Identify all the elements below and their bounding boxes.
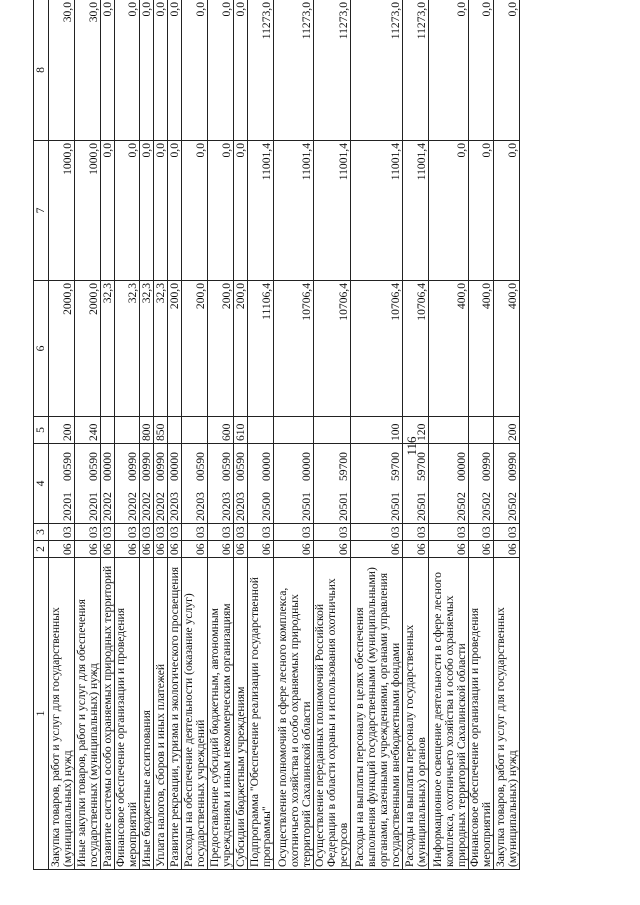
row-target-article-part1: 20201 — [87, 492, 100, 521]
row-amount-col7: 1000,0 — [49, 141, 75, 281]
row-target-article — [101, 444, 115, 524]
row-amount-col8: 11273,0 — [274, 0, 314, 141]
row-subsection-code: 03 — [140, 524, 154, 541]
row-section-code: 06 — [429, 541, 469, 558]
table-row — [351, 0, 403, 870]
row-amount-col7: 11001,4 — [248, 141, 274, 281]
row-expense-type: 120 — [403, 417, 429, 444]
row-description: Осуществление переданных полномочий Российской Федерации в области охраны и использования охотничьих ресурсов — [314, 558, 351, 870]
row-target-article-part2: 00000 — [168, 452, 181, 481]
row-target-article — [314, 444, 351, 524]
row-amount-col6: 11106,4 — [248, 281, 274, 417]
row-description: Иные закупки товаров, работ и услуг для обеспечения государственных (муниципальных) нужд — [75, 558, 101, 870]
row-amount-col6: 200,0 — [182, 281, 208, 417]
row-subsection-code: 03 — [168, 524, 182, 541]
page-number: 116 — [404, 436, 419, 456]
row-amount-col8: 11273,0 — [403, 0, 429, 141]
row-subsection-code: 03 — [351, 524, 403, 541]
row-amount-col7: 11001,4 — [314, 141, 351, 281]
row-amount-col8: 0,0 — [182, 0, 208, 141]
row-expense-type: 200 — [494, 417, 520, 444]
row-amount-col6: 200,0 — [168, 281, 182, 417]
row-subsection-code: 03 — [274, 524, 314, 541]
row-amount-col8: 11273,0 — [248, 0, 274, 141]
row-target-article-part1: 20203 — [234, 492, 247, 521]
row-target-article — [208, 444, 234, 524]
row-target-article — [115, 444, 140, 524]
row-subsection-code: 03 — [469, 524, 494, 541]
row-amount-col8: 0,0 — [140, 0, 154, 141]
row-description: Финансовое обеспечение организации и проведения мероприятий — [469, 558, 494, 870]
row-description: Подпрограмма "Обеспечение реализации государственной программы" — [248, 558, 274, 870]
table-row — [182, 0, 208, 870]
table-row — [494, 0, 520, 870]
row-section-code: 06 — [469, 541, 494, 558]
row-amount-col8: 0,0 — [168, 0, 182, 141]
row-amount-col6: 400,0 — [494, 281, 520, 417]
table-row — [75, 0, 101, 870]
row-description: Уплата налогов, сборов и иных платежей — [154, 558, 168, 870]
row-expense-type — [429, 417, 469, 444]
row-subsection-code: 03 — [429, 524, 469, 541]
row-target-article-part2: 00590 — [87, 452, 100, 481]
row-target-article — [248, 444, 274, 524]
row-target-article-part2: 00000 — [455, 452, 468, 481]
row-amount-col6: 2000,0 — [75, 281, 101, 417]
row-section-code: 06 — [49, 541, 75, 558]
row-amount-col8: 0,0 — [234, 0, 248, 141]
row-amount-col8: 0,0 — [101, 0, 115, 141]
row-amount-col7: 0,0 — [234, 141, 248, 281]
row-amount-col6: 10706,4 — [351, 281, 403, 417]
table-row — [208, 0, 234, 870]
row-description: Финансовое обеспечение организации и проведения мероприятий — [115, 558, 140, 870]
table-row — [234, 0, 248, 870]
row-target-article-part1: 20202 — [126, 492, 139, 521]
row-expense-type — [274, 417, 314, 444]
row-target-article — [429, 444, 469, 524]
row-amount-col7: 11001,4 — [403, 141, 429, 281]
row-target-article-part2: 00990 — [154, 452, 167, 481]
row-amount-col7: 0,0 — [182, 141, 208, 281]
row-expense-type — [168, 417, 182, 444]
row-target-article-part2: 00590 — [61, 452, 74, 481]
row-section-code: 06 — [248, 541, 274, 558]
row-target-article-part1: 20501 — [337, 492, 350, 521]
row-expense-type: 610 — [234, 417, 248, 444]
row-expense-type — [182, 417, 208, 444]
col-header-4: 4 — [34, 444, 49, 524]
row-amount-col7: 0,0 — [140, 141, 154, 281]
col-header-1: 1 — [34, 558, 49, 870]
row-expense-type: 100 — [351, 417, 403, 444]
row-target-article-part2: 00990 — [126, 452, 139, 481]
row-description: Информационное освещение деятельности в сфере лесного комплекса, охотничьего хозяйства и особо охраняемых природных территорий Сахалинской области — [429, 558, 469, 870]
table-body — [49, 0, 520, 870]
row-amount-col6: 10706,4 — [403, 281, 429, 417]
row-target-article — [494, 444, 520, 524]
row-amount-col8: 11273,0 — [314, 0, 351, 141]
row-amount-col7: 0,0 — [494, 141, 520, 281]
row-section-code: 06 — [140, 541, 154, 558]
row-target-article — [182, 444, 208, 524]
row-target-article-part1: 20202 — [101, 492, 114, 521]
row-description: Развитие системы особо охраняемых природных территорий — [101, 558, 115, 870]
row-amount-col8: 0,0 — [429, 0, 469, 141]
row-expense-type — [314, 417, 351, 444]
row-section-code: 06 — [234, 541, 248, 558]
row-target-article-part2: 00000 — [300, 452, 313, 481]
table-row — [101, 0, 115, 870]
row-subsection-code: 03 — [115, 524, 140, 541]
row-amount-col6: 10706,4 — [274, 281, 314, 417]
row-expense-type — [469, 417, 494, 444]
row-target-article-part1: 20202 — [154, 492, 167, 521]
row-target-article-part1: 20203 — [220, 492, 233, 521]
table-row — [429, 0, 469, 870]
row-subsection-code: 03 — [182, 524, 208, 541]
row-amount-col6: 32,3 — [115, 281, 140, 417]
row-description: Расходы на обеспечение деятельности (оказание услуг) государственных учреждений — [182, 558, 208, 870]
row-target-article-part2: 00990 — [480, 452, 493, 481]
col-header-7: 7 — [34, 141, 49, 281]
table-row — [248, 0, 274, 870]
table-row — [403, 0, 429, 870]
row-amount-col6: 400,0 — [469, 281, 494, 417]
row-target-article-part2: 59700 — [389, 452, 402, 481]
row-target-article-part1: 20501 — [389, 492, 402, 521]
rotated-table-page — [33, 0, 633, 870]
row-subsection-code: 03 — [314, 524, 351, 541]
row-amount-col8: 30,0 — [49, 0, 75, 141]
row-section-code: 06 — [75, 541, 101, 558]
row-target-article — [274, 444, 314, 524]
col-header-5: 5 — [34, 417, 49, 444]
col-header-3: 3 — [34, 524, 49, 541]
row-section-code: 06 — [154, 541, 168, 558]
row-amount-col6: 2000,0 — [49, 281, 75, 417]
row-section-code: 06 — [115, 541, 140, 558]
row-subsection-code: 03 — [49, 524, 75, 541]
row-target-article-part2: 00590 — [220, 452, 233, 481]
row-description: Развитие рекреации, туризма и экологического просвещения — [168, 558, 182, 870]
budget-table — [33, 0, 520, 870]
row-subsection-code: 03 — [494, 524, 520, 541]
row-section-code: 06 — [403, 541, 429, 558]
row-target-article-part2: 59700 — [415, 452, 428, 481]
row-amount-col6: 32,3 — [101, 281, 115, 417]
row-amount-col8: 0,0 — [115, 0, 140, 141]
table-row — [154, 0, 168, 870]
row-description: Иные бюджетные ассигнования — [140, 558, 154, 870]
row-section-code: 06 — [208, 541, 234, 558]
row-section-code: 06 — [494, 541, 520, 558]
row-section-code: 06 — [182, 541, 208, 558]
row-amount-col6: 200,0 — [208, 281, 234, 417]
row-target-article-part2: 00990 — [506, 452, 519, 481]
row-target-article-part2: 00000 — [260, 452, 273, 481]
header-row — [34, 0, 49, 870]
row-amount-col7: 11001,4 — [351, 141, 403, 281]
row-amount-col7: 0,0 — [429, 141, 469, 281]
row-target-article-part2: 00590 — [194, 452, 207, 481]
row-description: Закупка товаров, работ и услуг для государственных (муниципальных) нужд — [49, 558, 75, 870]
row-amount-col7: 0,0 — [101, 141, 115, 281]
row-subsection-code: 03 — [101, 524, 115, 541]
row-amount-col8: 30,0 — [75, 0, 101, 141]
table-row — [274, 0, 314, 870]
table-row — [115, 0, 140, 870]
row-target-article — [168, 444, 182, 524]
row-subsection-code: 03 — [234, 524, 248, 541]
row-target-article — [403, 444, 429, 524]
row-section-code: 06 — [168, 541, 182, 558]
row-target-article-part1: 20203 — [168, 492, 181, 521]
table-row — [469, 0, 494, 870]
row-target-article — [234, 444, 248, 524]
row-amount-col8: 0,0 — [154, 0, 168, 141]
row-target-article — [154, 444, 168, 524]
row-expense-type: 240 — [75, 417, 101, 444]
row-target-article-part1: 20501 — [415, 492, 428, 521]
row-amount-col7: 0,0 — [168, 141, 182, 281]
table-row — [168, 0, 182, 870]
row-expense-type — [101, 417, 115, 444]
row-target-article-part2: 59700 — [337, 452, 350, 481]
row-section-code: 06 — [351, 541, 403, 558]
col-header-2: 2 — [34, 541, 49, 558]
row-amount-col6: 200,0 — [234, 281, 248, 417]
row-amount-col7: 0,0 — [115, 141, 140, 281]
row-target-article-part1: 20502 — [506, 492, 519, 521]
table-row — [49, 0, 75, 870]
row-target-article-part1: 20201 — [61, 492, 74, 521]
row-amount-col7: 0,0 — [208, 141, 234, 281]
row-amount-col7: 0,0 — [469, 141, 494, 281]
row-expense-type: 800 — [140, 417, 154, 444]
row-description: Субсидии бюджетным учреждениям — [234, 558, 248, 870]
row-target-article-part2: 00590 — [234, 452, 247, 481]
row-amount-col8: 0,0 — [494, 0, 520, 141]
row-amount-col8: 11273,0 — [351, 0, 403, 141]
row-target-article-part1: 20202 — [140, 492, 153, 521]
row-target-article-part2: 00990 — [140, 452, 153, 481]
row-target-article-part1: 20502 — [480, 492, 493, 521]
table-row — [314, 0, 351, 870]
row-target-article — [351, 444, 403, 524]
row-amount-col7: 0,0 — [154, 141, 168, 281]
row-amount-col8: 0,0 — [208, 0, 234, 141]
row-target-article — [469, 444, 494, 524]
row-expense-type — [248, 417, 274, 444]
row-target-article — [49, 444, 75, 524]
row-subsection-code: 03 — [154, 524, 168, 541]
row-section-code: 06 — [314, 541, 351, 558]
row-target-article-part1: 20501 — [300, 492, 313, 521]
row-description: Расходы на выплаты персоналу государственных (муниципальных) органов — [403, 558, 429, 870]
row-amount-col6: 32,3 — [140, 281, 154, 417]
row-amount-col7: 1000,0 — [75, 141, 101, 281]
row-expense-type: 600 — [208, 417, 234, 444]
row-amount-col6: 10706,4 — [314, 281, 351, 417]
row-amount-col7: 11001,4 — [274, 141, 314, 281]
row-target-article — [75, 444, 101, 524]
row-amount-col6: 32,3 — [154, 281, 168, 417]
row-target-article — [140, 444, 154, 524]
col-header-6: 6 — [34, 281, 49, 417]
row-section-code: 06 — [274, 541, 314, 558]
row-subsection-code: 03 — [208, 524, 234, 541]
row-description: Осуществление полномочий в сфере лесного комплекса, охотничьего хозяйства и особо охраняемых природных территорий Сахалинской области — [274, 558, 314, 870]
row-amount-col8: 0,0 — [469, 0, 494, 141]
row-target-article-part1: 20502 — [455, 492, 468, 521]
table-row — [140, 0, 154, 870]
row-amount-col6: 400,0 — [429, 281, 469, 417]
row-section-code: 06 — [101, 541, 115, 558]
row-target-article-part2: 00000 — [101, 452, 114, 481]
row-target-article-part1: 20203 — [194, 492, 207, 521]
row-subsection-code: 03 — [75, 524, 101, 541]
row-expense-type — [115, 417, 140, 444]
row-expense-type: 850 — [154, 417, 168, 444]
row-description: Расходы на выплаты персоналу в целях обеспечения выполнения функций государственными (муниципальными) органами, казенными учреждениями, органами управления государственными внебюджетными фондами — [351, 558, 403, 870]
row-description: Закупка товаров, работ и услуг для государственных (муниципальных) нужд — [494, 558, 520, 870]
row-subsection-code: 03 — [248, 524, 274, 541]
row-subsection-code: 03 — [403, 524, 429, 541]
row-description: Предоставление субсидий бюджетным, автономным учреждениям и иным некоммерческим организациям — [208, 558, 234, 870]
col-header-8: 8 — [34, 0, 49, 141]
row-expense-type: 200 — [49, 417, 75, 444]
row-target-article-part1: 20500 — [260, 492, 273, 521]
